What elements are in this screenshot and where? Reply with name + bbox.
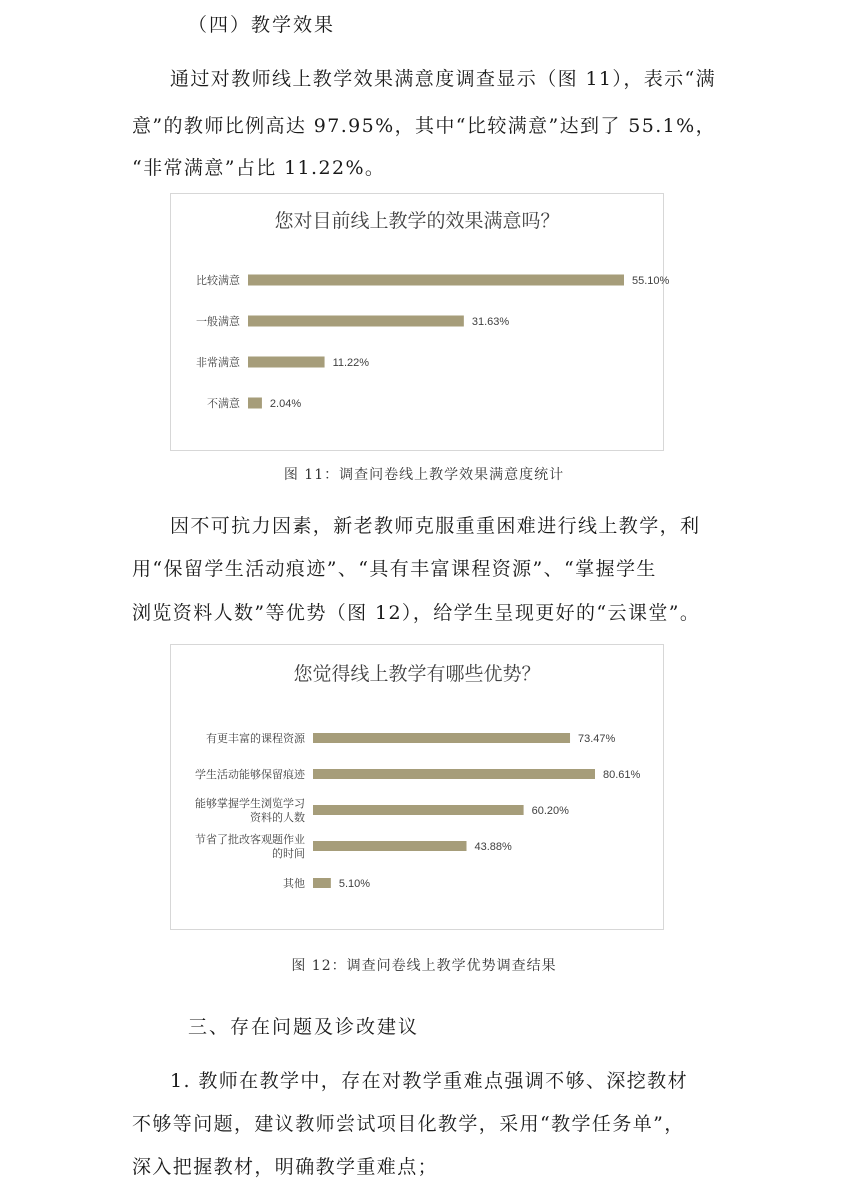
category-label: 一般满意 <box>196 316 240 328</box>
category-label: 资料的人数 <box>250 812 305 824</box>
category-label: 学生活动能够保留痕迹 <box>195 769 305 781</box>
data-label: 60.20% <box>531 805 569 817</box>
paragraph-line: 通过对教师线上教学效果满意度调查显示（图 11），表示“满 <box>170 68 717 90</box>
paragraph-line: 因不可抗力因素，新老教师克服重重困难进行线上教学，利 <box>170 515 701 537</box>
data-label: 73.47% <box>578 733 616 745</box>
category-label: 有更丰富的课程资源 <box>206 733 305 745</box>
chart-bar <box>313 878 331 888</box>
data-label: 55.10% <box>632 275 670 287</box>
figure-11-caption: 图 11：调查问卷线上教学效果满意度统计 <box>283 467 565 483</box>
chart-bar <box>248 275 624 286</box>
data-label: 80.61% <box>603 769 641 781</box>
section-heading-4: （四）教学效果 <box>188 14 336 36</box>
data-label: 11.22% <box>332 357 370 369</box>
paragraph-line: 用“保留学生活动痕迹”、“具有丰富课程资源”、“掌握学生 <box>132 558 657 580</box>
chart-plot-area <box>171 194 670 450</box>
category-label: 比较满意 <box>196 275 240 287</box>
data-label: 31.63% <box>471 316 510 328</box>
category-label: 能够掌握学生浏览学习 <box>195 798 305 810</box>
category-label: 节省了批改客观题作业 <box>195 834 305 846</box>
category-label: 非常满意 <box>196 357 240 369</box>
section-heading-3: 三、存在问题及诊改建议 <box>188 1016 420 1038</box>
data-label: 43.88% <box>474 841 512 853</box>
category-label: 其他 <box>283 878 305 890</box>
chart-bar <box>248 316 464 327</box>
data-label: 5.10% <box>338 878 371 890</box>
chart-bar <box>313 769 595 779</box>
chart-title: 您觉得线上教学有哪些优势？ <box>293 663 541 685</box>
paragraph-line: 浏览资料人数”等优势（图 12），给学生呈现更好的“云课堂”。 <box>132 602 701 624</box>
chart-bar <box>248 357 325 368</box>
figure-11-chart <box>170 193 670 451</box>
paragraph-line: 不够等问题，建议教师尝试项目化教学，采用“教学任务单”， <box>132 1113 685 1135</box>
chart-bar <box>313 805 524 815</box>
category-label: 的时间 <box>272 848 305 860</box>
chart-bar <box>248 398 262 409</box>
data-label: 2.04% <box>269 398 302 410</box>
paragraph-line: 意”的教师比例高达 97.95%，其中“比较满意”达到了 55.1%， <box>132 115 717 137</box>
chart-plot-area <box>171 645 663 929</box>
paragraph-line: 1. 教师在教学中，存在对教学重难点强调不够、深挖教材 <box>170 1070 688 1092</box>
chart-bar <box>313 841 467 851</box>
figure-12-chart <box>170 644 664 930</box>
category-label: 不满意 <box>207 398 240 410</box>
paragraph-line: 深入把握教材，明确教学重难点； <box>132 1156 439 1178</box>
chart-title: 您对目前线上教学的效果满意吗？ <box>274 210 560 232</box>
paragraph-line: “非常满意”占比 11.22%。 <box>132 157 386 179</box>
figure-12-caption: 图 12：调查问卷线上教学优势调查结果 <box>291 958 557 974</box>
chart-bar <box>313 733 570 743</box>
